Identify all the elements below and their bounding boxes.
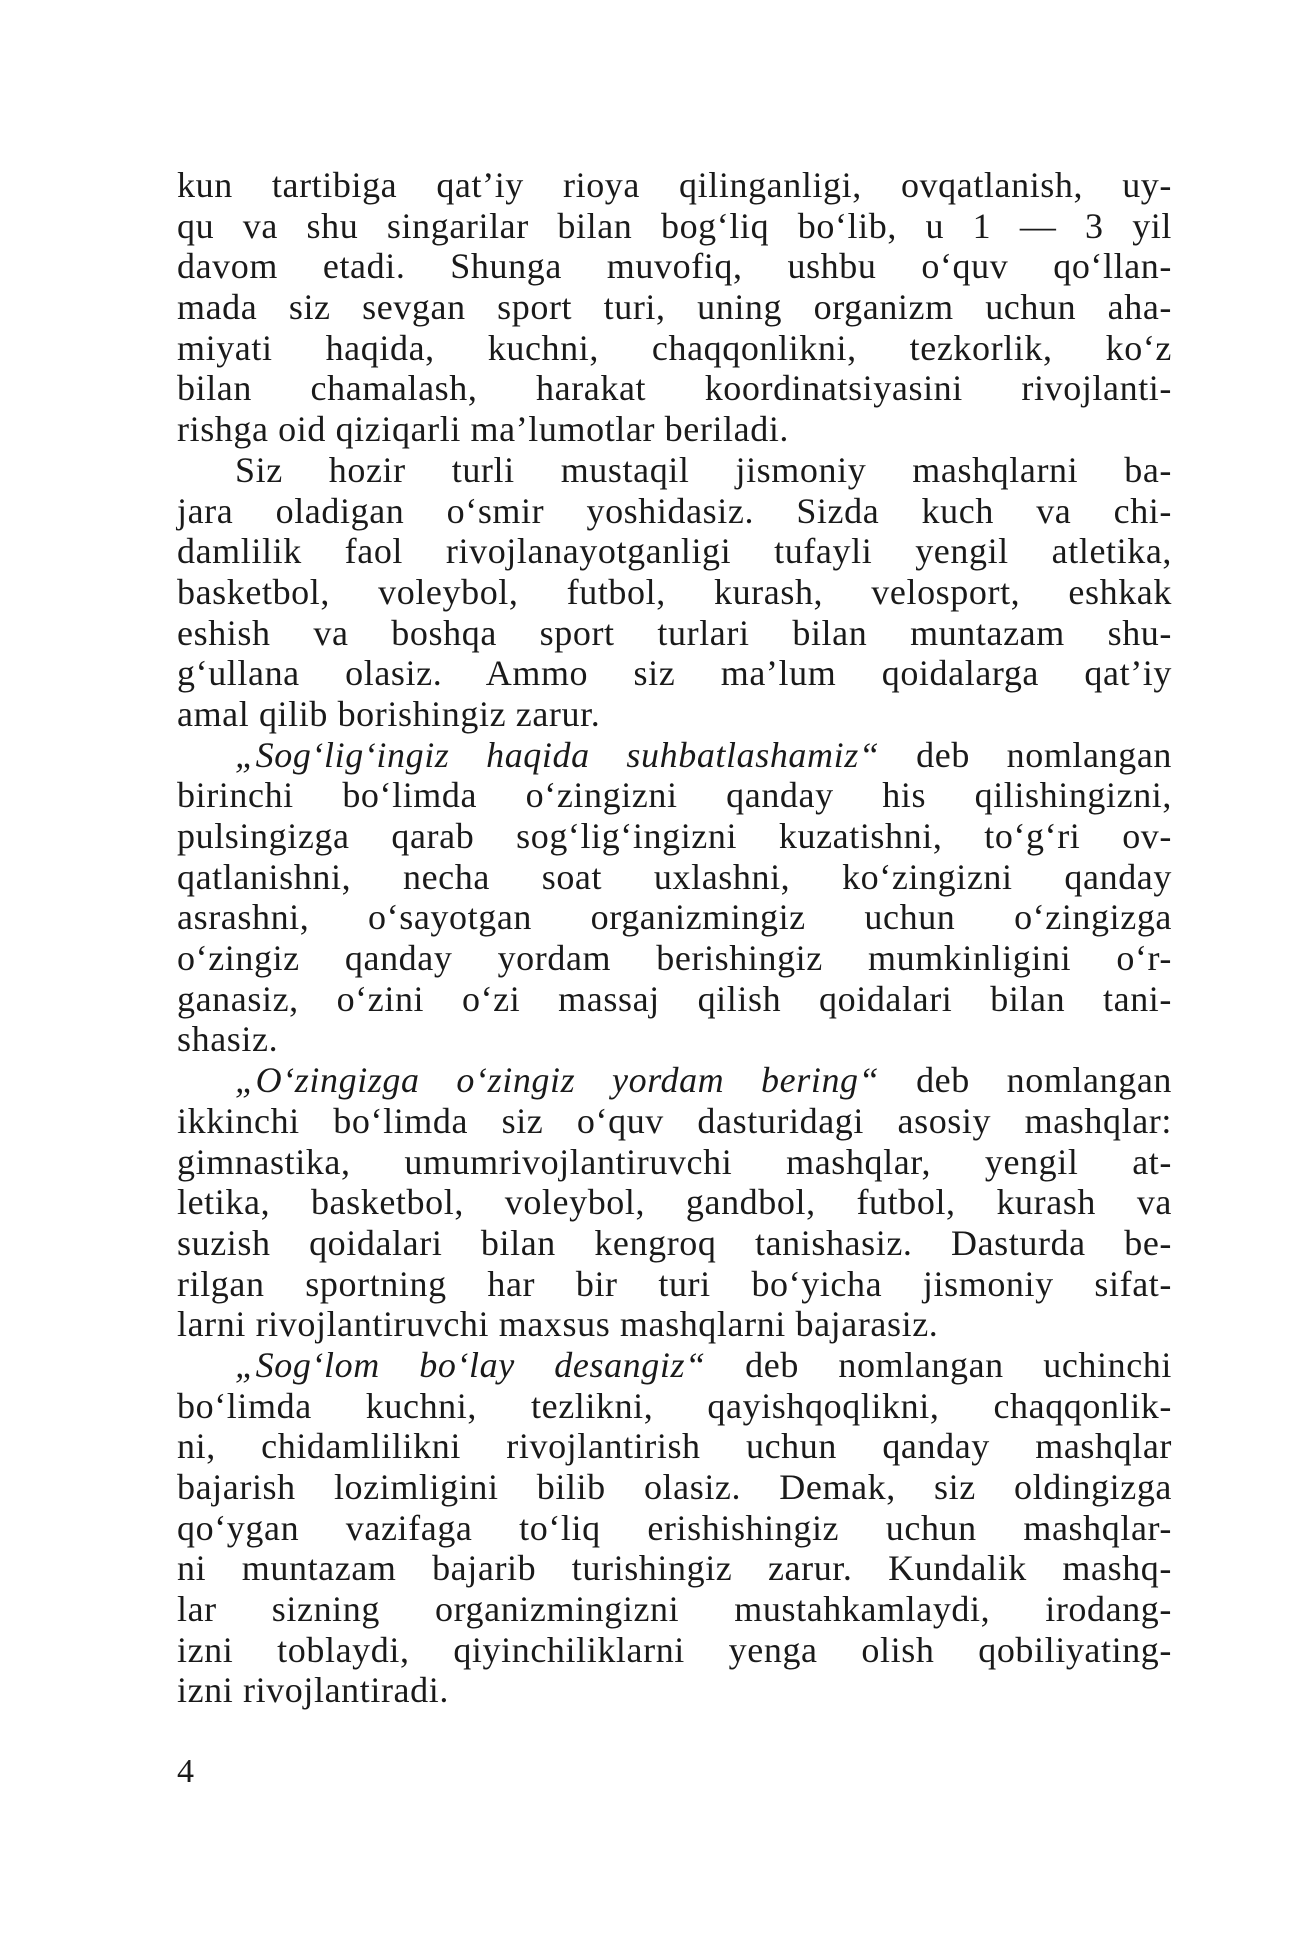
text-run: ikkinchi bo‘limda siz o‘quv dasturidagi asosiy mashqlar: [177, 1100, 1172, 1141]
text-line [177, 1508, 1172, 1549]
text-line [177, 328, 1172, 369]
text-line [177, 1345, 1172, 1386]
text-line [177, 1426, 1172, 1467]
text-line [177, 938, 1172, 979]
text-line [177, 979, 1172, 1020]
text-line [177, 1630, 1172, 1671]
text-line [177, 1548, 1172, 1589]
text-run: bilan chamalash, harakat koordinatsiyasini rivojlanti- [177, 368, 1172, 409]
text-line [177, 206, 1172, 247]
text-line [177, 1060, 1172, 1101]
text-run: deb nomlangan [879, 1060, 1172, 1101]
text-run: ni, chidamlilikni rivojlantirish uchun qanday mashqlar [177, 1426, 1172, 1467]
text-run: miyati haqida, kuchni, chaqqonlikni, tezkorlik, ko‘z [177, 327, 1172, 368]
text-line [177, 1589, 1172, 1630]
text-run: gimnastika, umumrivojlantiruvchi mashqlar, yengil at- [177, 1141, 1172, 1182]
text-run: Siz hozir turli mustaqil jismoniy mashqlarni ba- [235, 449, 1172, 490]
text-run: g‘ullana olasiz. Ammo siz ma’lum qoidalarga qat’iy [177, 653, 1172, 694]
text-run: ni muntazam bajarib turishingiz zarur. Kundalik mashq- [177, 1548, 1172, 1589]
section-title-italic: „Sog‘lig‘ingiz haqida suhbatlashamiz“ [235, 734, 880, 775]
text-line [177, 1304, 1172, 1345]
text-line [177, 450, 1172, 491]
paragraph [177, 735, 1172, 1061]
text-line [177, 1101, 1172, 1142]
text-run: pulsingizga qarab sog‘lig‘ingizni kuzatishni, to‘g‘ri ov- [177, 816, 1172, 856]
text-run: izni rivojlantiradi. [177, 1670, 449, 1711]
text-run: amal qilib borishingiz zarur. [177, 693, 601, 734]
text-line [177, 653, 1172, 694]
text-line [177, 1182, 1172, 1223]
text-line [177, 165, 1172, 206]
text-run: qatlanishni, necha soat uxlashni, ko‘zingizni qanday [177, 856, 1172, 897]
text-line [177, 775, 1172, 816]
text-line [177, 491, 1172, 532]
text-line [177, 1670, 1172, 1711]
text-line [177, 409, 1172, 450]
page-number: 4 [177, 1753, 194, 1790]
text-line [177, 368, 1172, 409]
text-run: rilgan sportning har bir turi bo‘yicha jismoniy sifat- [177, 1263, 1172, 1304]
text-run: shasiz. [177, 1019, 279, 1060]
text-run: qo‘ygan vazifaga to‘liq erishishingiz uchun mashqlar- [177, 1507, 1172, 1548]
text-run: birinchi bo‘limda o‘zingizni qanday his qilishingizni, [177, 775, 1172, 816]
text-run: lar sizning organizmingizni mustahkamlaydi, irodang- [177, 1589, 1172, 1630]
text-run: bajarish lozimligini bilib olasiz. Demak, siz oldingizga [177, 1467, 1172, 1507]
text-run: ganasiz, o‘zini o‘zi massaj qilish qoidalari bilan tani- [177, 978, 1172, 1019]
text-run: rishga oid qiziqarli ma’lumotlar beriladi. [177, 409, 790, 450]
text-run: deb nomlangan [879, 734, 1172, 775]
text-run: asrashni, o‘sayotgan organizmingiz uchun o‘zingizga [177, 897, 1172, 938]
text-line [177, 1264, 1172, 1305]
paragraph [177, 450, 1172, 735]
section-title-italic: „O‘zingizga o‘zingiz yordam bering“ [235, 1060, 880, 1101]
text-run: jara oladigan o‘smir yoshidasiz. Sizda kuch va chi- [177, 490, 1172, 531]
text-line [177, 1223, 1172, 1264]
text-run: letika, basketbol, voleybol, gandbol, futbol, kurash va [177, 1182, 1172, 1223]
text-line [177, 572, 1172, 613]
text-run: qu va shu singarilar bilan bog‘liq bo‘lib, u 1 — 3 yil [177, 205, 1172, 246]
text-line [177, 287, 1172, 328]
text-line [177, 1467, 1172, 1508]
page-body [177, 165, 1172, 1711]
text-line [177, 816, 1172, 857]
text-run: mada siz sevgan sport turi, uning organizm uchun aha- [177, 287, 1172, 328]
text-line [177, 531, 1172, 572]
text-line [177, 246, 1172, 287]
text-run: basketbol, voleybol, futbol, kurash, velosport, eshkak [177, 571, 1172, 612]
text-run: o‘zingiz qanday yordam berishingiz mumkinligini o‘r- [177, 938, 1172, 979]
paragraph [177, 165, 1172, 450]
text-line [177, 1386, 1172, 1427]
text-line [177, 613, 1172, 654]
paragraph [177, 1060, 1172, 1345]
text-run: izni toblaydi, qiyinchiliklarni yenga olish qobiliyating- [177, 1629, 1172, 1670]
text-run: damlilik faol rivojlanayotganligi tufayli yengil atletika, [177, 531, 1172, 572]
text-run: eshish va boshqa sport turlari bilan muntazam shu- [177, 612, 1172, 653]
text-run: suzish qoidalari bilan kengroq tanishasiz. Dasturda be- [177, 1222, 1172, 1263]
text-line [177, 897, 1172, 938]
section-title-italic: „Sog‘lom bo‘lay desangiz“ [235, 1344, 706, 1385]
text-run: davom etadi. Shunga muvofiq, ushbu o‘quv qo‘llan- [177, 246, 1172, 287]
paragraph [177, 1345, 1172, 1711]
text-run: kun tartibiga qat’iy rioya qilinganligi, ovqatlanish, uy- [177, 165, 1172, 205]
text-run: larni rivojlantiruvchi maxsus mashqlarni bajarasiz. [177, 1304, 939, 1345]
text-line [177, 735, 1172, 776]
text-line [177, 694, 1172, 735]
text-line [177, 1019, 1172, 1060]
text-line [177, 857, 1172, 898]
text-line [177, 1142, 1172, 1183]
text-run: deb nomlangan uchinchi [705, 1344, 1172, 1385]
text-run: bo‘limda kuchni, tezlikni, qayishqoqlikni, chaqqonlik- [177, 1385, 1172, 1426]
